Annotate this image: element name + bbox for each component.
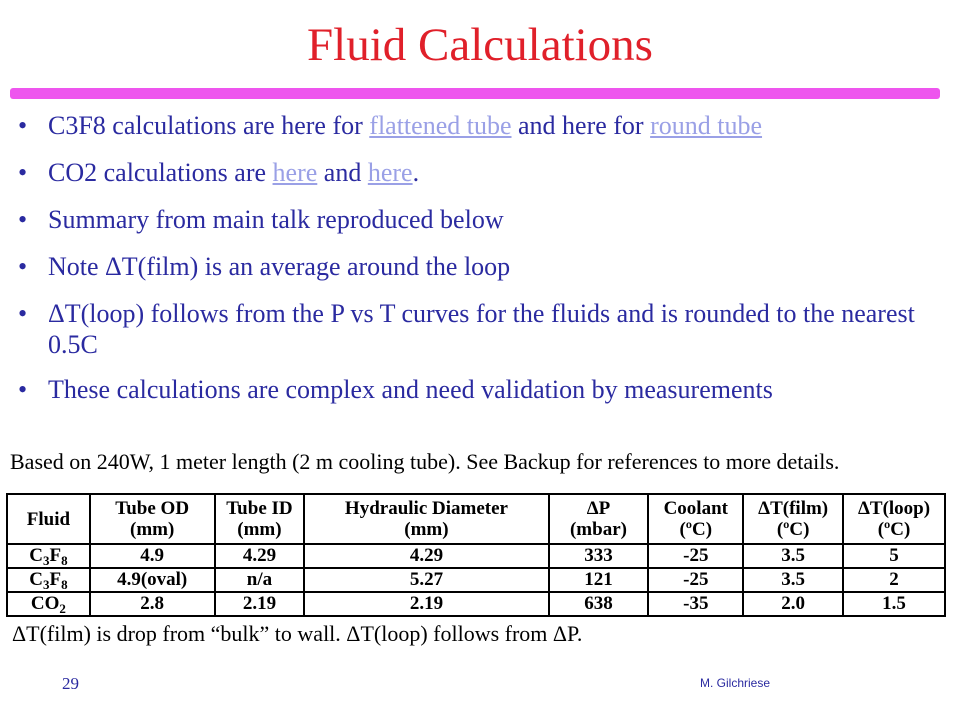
bullet-item: [18, 374, 943, 405]
bullet-dot-icon: •: [18, 252, 28, 281]
cell-hydraulic-diameter: 4.29: [304, 544, 548, 568]
summary-table-wrapper: [6, 493, 946, 617]
cell-delta-p: 333: [549, 544, 649, 568]
bullet-text: .: [412, 158, 420, 187]
cell-delta-t-film: 3.5: [743, 544, 843, 568]
table-row: [7, 544, 945, 568]
header-delta-t-film: ΔT(film) (ºC): [743, 494, 843, 544]
bullet-item: [18, 251, 943, 282]
cell-tube-id: 4.29: [215, 544, 305, 568]
header-tube-id: Tube ID (mm): [215, 494, 305, 544]
bullet-item: [18, 157, 943, 188]
header-delta-p: ΔP (mbar): [549, 494, 649, 544]
bullet-list: [18, 110, 943, 421]
table-footnote: ΔT(film) is drop from “bulk” to wall. ΔT(loop) follows from ΔP.: [12, 621, 583, 646]
title-divider: [10, 88, 940, 99]
author-name: M. Gilchriese: [700, 676, 771, 690]
cell-fluid: $C_3F_8$: [7, 544, 90, 568]
table-note: Based on 240W, 1 meter length (2 m cooling tube). See Backup for references to more details.: [10, 449, 840, 474]
co2-calc-link-2[interactable]: here: [367, 158, 413, 187]
bullet-dot-icon: •: [18, 375, 28, 404]
bullet-text: and here for: [511, 111, 651, 140]
cell-delta-p: 638: [549, 592, 649, 616]
header-fluid: Fluid: [7, 494, 90, 544]
bullet-dot-icon: •: [18, 111, 28, 140]
page-number: 29: [62, 674, 79, 693]
cell-delta-t-film: 3.5: [743, 568, 843, 592]
cell-delta-t-loop: 5: [843, 544, 945, 568]
round-tube-link[interactable]: round tube: [650, 111, 763, 140]
header-hydraulic-diameter: Hydraulic Diameter (mm): [304, 494, 548, 544]
bullet-text: Note ΔT(film) is an average around the loop: [48, 252, 511, 281]
bullet-dot-icon: •: [18, 158, 28, 187]
cell-delta-t-loop: 2: [843, 568, 945, 592]
cell-fluid: $CO_2$: [7, 592, 90, 616]
cell-tube-id: 2.19: [215, 592, 305, 616]
table-row: [7, 592, 945, 616]
table-row: [7, 568, 945, 592]
cell-delta-t-loop: 1.5: [843, 592, 945, 616]
cell-fluid: $C_3F_8$: [7, 568, 90, 592]
cell-coolant: -35: [648, 592, 743, 616]
table-header-row: [7, 494, 945, 544]
cell-hydraulic-diameter: 5.27: [304, 568, 548, 592]
co2-calc-link-1[interactable]: here: [272, 158, 318, 187]
slide-title: Fluid Calculations: [307, 19, 653, 71]
bullet-text: Summary from main talk reproduced below: [48, 205, 504, 234]
cell-delta-p: 121: [549, 568, 649, 592]
cell-tube-od: 4.9: [90, 544, 215, 568]
cell-delta-t-film: 2.0: [743, 592, 843, 616]
header-coolant: Coolant (ºC): [648, 494, 743, 544]
bullet-item: [18, 298, 943, 360]
cell-coolant: -25: [648, 544, 743, 568]
bullet-text: C3F8 calculations are here for: [48, 111, 370, 140]
cell-hydraulic-diameter: 2.19: [304, 592, 548, 616]
bullet-text: and: [317, 158, 368, 187]
cell-tube-id: n/a: [215, 568, 305, 592]
bullet-item: [18, 204, 943, 235]
summary-table: [6, 493, 946, 617]
bullet-text: CO2 calculations are: [48, 158, 273, 187]
bullet-dot-icon: •: [18, 205, 28, 234]
cell-tube-od: 4.9(oval): [90, 568, 215, 592]
bullet-item: [18, 110, 943, 141]
bullet-text: These calculations are complex and need validation by measurements: [48, 375, 773, 404]
flattened-tube-link[interactable]: flattened tube: [369, 111, 512, 140]
header-delta-t-loop: ΔT(loop) (ºC): [843, 494, 945, 544]
bullet-text: ΔT(loop) follows from the P vs T curves for the fluids and is rounded to the nearest 0.5C: [48, 299, 915, 359]
header-tube-od: Tube OD (mm): [90, 494, 215, 544]
cell-coolant: -25: [648, 568, 743, 592]
bullet-dot-icon: •: [18, 299, 28, 328]
cell-tube-od: 2.8: [90, 592, 215, 616]
